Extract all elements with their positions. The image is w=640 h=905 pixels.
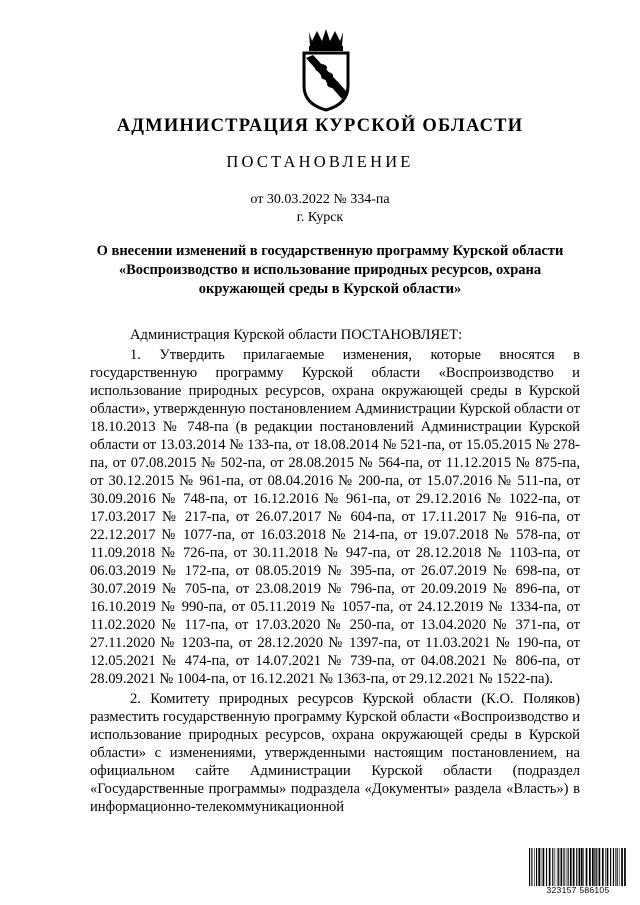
barcode-number: 323157 586105 [546, 885, 610, 895]
barcode [528, 848, 628, 896]
kursk-coat-of-arms-icon [297, 28, 355, 112]
barcode-icon [528, 848, 628, 886]
document-subject: О внесении изменений в государственную программу Курской области «Воспроизводство и использование природных ресурсов, охрана окружающей среды в Курской области» [96, 243, 564, 297]
organization-name: АДМИНИСТРАЦИЯ КУРСКОЙ ОБЛАСТИ [116, 116, 524, 136]
document-body [90, 326, 580, 816]
paragraph-1: 1. Утвердить прилагаемые изменения, которые вносятся в государственную программу Курской области «Воспроизводство и использование природных ресурсов, охрана окружающей среды в Курской области», утвержденную постановлением Администрации Курской области от 18.10.2013 № 748-па (в редакции постановлений Администрации Курской области от 13.03.2014 № 133-па, от 18.08.2014 № 521-па, от 15.05.2015 № 278-па, от 07.08.2015 № 502-па, от 28.08.2015 № 564-па, от 11.12.2015 № 875-па, от 30.12.2015 № 961-па, от 08.04.2016 № 200-па, от 15.07.2016 № 511-па, от 30.09.2016 № 748-па, от 16.12.2016 № 961-па, от 29.12.2016 № 1022-па, от 17.03.2017 № 217-па, от 26.07.2017 № 604-па, от 17.11.2017 № 916-па, от 22.12.2017 № 1077-па, от 16.03.2018 № 214-па, от 19.07.2018 № 578-па, от 11.09.2018 № 726-па, от 30.11.2018 № 947-па, от 28.12.2018 № 1103-па, от 06.03.2019 № 172-па, от 08.05.2019 № 395-па, от 26.07.2019 № 698-па, от 30.07.2019 № 705-па, от 23.08.2019 № 796-па, от 20.09.2019 № 896-па, от 16.10.2019 № 990-па, от 05.11.2019 № 1057-па, от 24.12.2019 № 1334-па, от 11.02.2020 № 117-па, от 17.03.2020 № 250-па, от 13.04.2020 № 371-па, от 27.11.2020 № 1203-па, от 28.12.2020 № 1397-па, от 11.03.2021 № 190-па, от 12.05.2021 № 474-па, от 14.07.2021 № 739-па, от 04.08.2021 № 806-па, от 28.09.2021 № 1004-па, от 16.12.2021 № 1363-па, от 29.12.2021 № 1522-па). [90, 347, 580, 687]
document-city: г. Курск [296, 210, 344, 225]
document-date-number: от 30.03.2022 № 334-па [250, 192, 390, 207]
document-type: ПОСТАНОВЛЕНИЕ [226, 152, 414, 171]
paragraph-2: 2. Комитету природных ресурсов Курской области (К.О. Поляков) разместить государственную программу Курской области «Воспроизводство и использование природных ресурсов, охрана окружающей среды в Курской области» с изменениями, утвержденными настоящим постановлением, на официальном сайте Администрации Курской области (подраздел «Государственные программы» подраздела «Документы» раздела «Власть») в информационно-телекоммуникационной [90, 691, 580, 815]
preamble-paragraph: Администрация Курской области ПОСТАНОВЛЯЕТ: [130, 327, 463, 343]
